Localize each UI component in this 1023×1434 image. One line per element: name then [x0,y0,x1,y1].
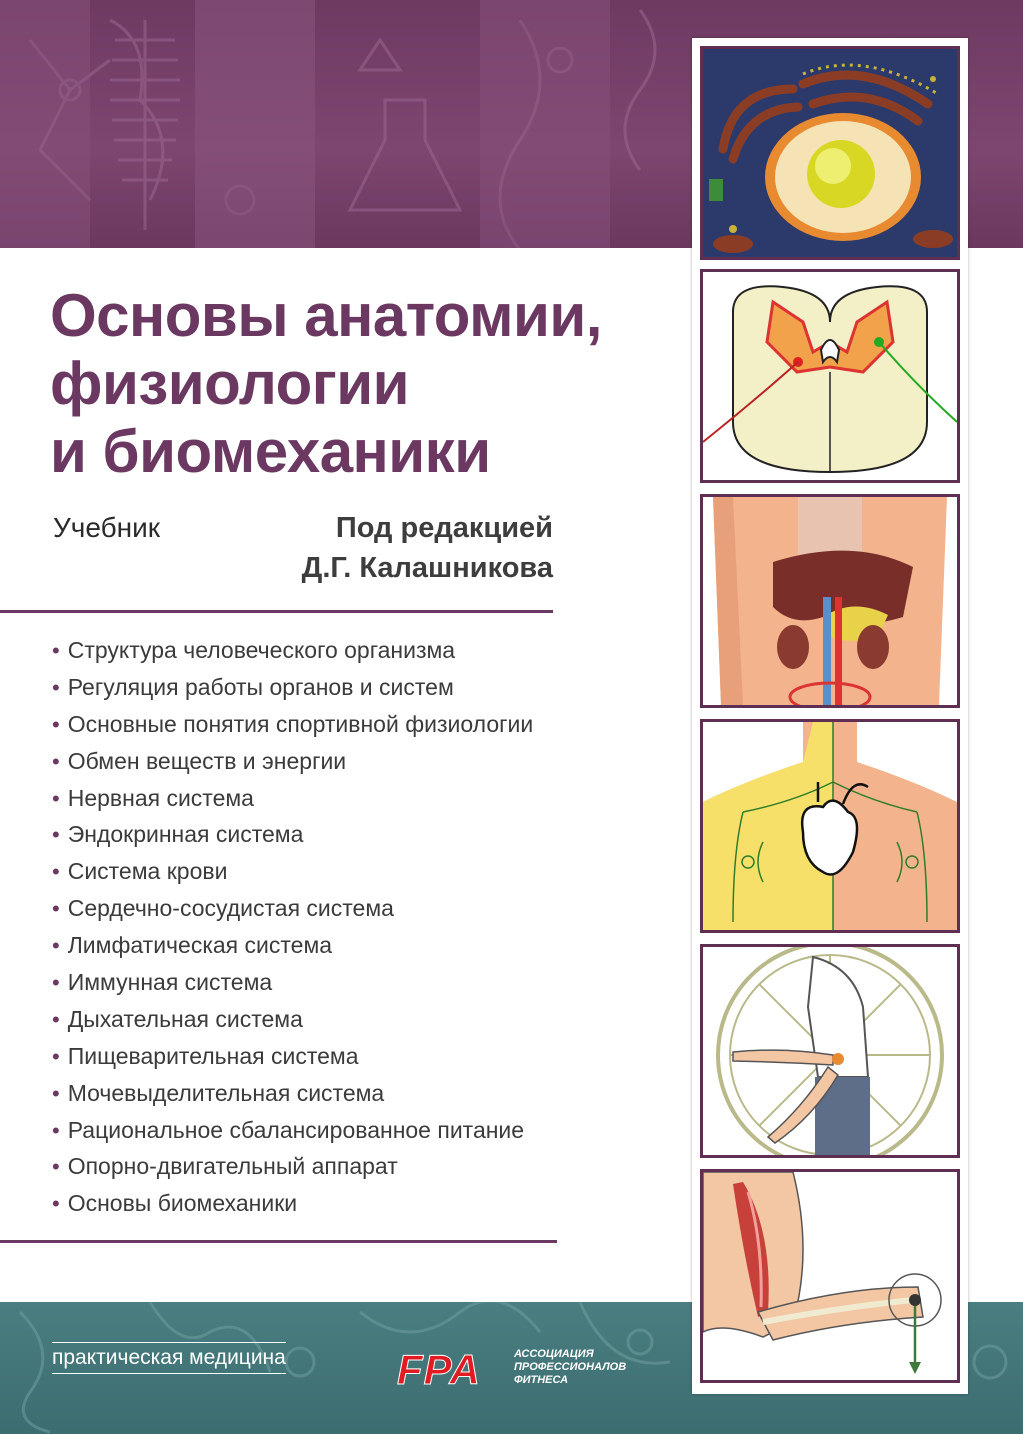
association-name [514,1348,626,1387]
lymphatic-heart-illustration [700,719,960,933]
topics-list [52,633,533,1223]
bullet-icon: • [52,1117,60,1143]
book-title [50,282,690,486]
topic-item [52,670,533,707]
topic-label: Иммунная система [67,969,273,996]
topic-item [52,891,533,928]
heart-icon [703,722,957,930]
cell-icon [703,49,957,257]
abdominal-organs-illustration [700,494,960,708]
topic-label: Регуляция работы органов и систем [67,673,454,700]
association-line-3: ФИТНЕСА [514,1374,569,1386]
topic-label: Опорно-двигательный аппарат [67,1153,398,1180]
topic-item [52,1002,533,1039]
association-line-2: ПРОФЕССИОНАЛОВ [514,1361,627,1373]
bullet-icon: • [52,1043,60,1069]
topic-label: Система крови [67,858,228,885]
topic-item [52,781,533,818]
editor-line-1: Под редакцией [335,512,553,544]
cell-illustration [700,46,960,260]
topic-label: Нервная система [67,784,254,811]
bullet-icon: • [52,1006,60,1032]
editor-name: Д.Г. Калашникова [301,552,553,584]
topic-item [52,928,533,965]
topic-item [52,1076,533,1113]
topic-label: Мочевыделительная система [67,1079,385,1106]
elbow-icon [703,1172,957,1380]
topic-label: Лимфатическая система [67,932,333,959]
bullet-icon: • [52,748,60,774]
topic-label: Обмен веществ и энергии [67,747,347,774]
title-line-3: и биомеханики [50,418,491,485]
topic-item [52,1039,533,1076]
spinal-cord-illustration [700,269,960,483]
spinal-cord-icon [703,272,957,480]
topic-label: Сердечно-сосудистая система [67,895,394,922]
arm-rotation-biomechanics-illustration [700,944,960,1158]
topic-item [52,817,533,854]
topic-label: Дыхательная система [67,1005,303,1032]
editor-credit [302,508,553,588]
publisher-logo: практическая медицина [52,1346,286,1374]
topic-label: Структура человеческого организма [67,637,456,663]
bullet-icon: • [52,1191,60,1217]
bottom-divider [0,1240,557,1243]
topic-item [52,854,533,891]
bullet-icon: • [52,859,60,885]
bullet-icon: • [52,638,60,663]
bullet-icon: • [52,896,60,922]
bullet-icon: • [52,711,60,737]
topic-item [52,744,533,781]
topic-item [52,707,533,744]
topic-label: Основные понятия спортивной физиологии [67,710,534,737]
topic-item [52,1113,533,1150]
book-type-label: Учебник [53,512,161,543]
top-divider [0,610,553,613]
bullet-icon: • [52,674,60,700]
rotation-circle-icon [703,947,957,1155]
topic-label: Рациональное сбалансированное питание [67,1116,525,1143]
topic-label: Пищеварительная система [67,1042,359,1069]
title-line-1: Основы анатомии, [50,282,602,349]
topic-item [52,965,533,1002]
bullet-icon: • [52,970,60,996]
bullet-icon: • [52,1080,60,1106]
organs-icon [703,497,957,705]
topic-item [52,1186,533,1223]
title-line-2: физиологии [50,350,409,417]
bullet-icon: • [52,933,60,959]
topic-label: Эндокринная система [67,821,304,848]
topic-label: Основы биомеханики [67,1190,298,1217]
topic-item [52,633,533,670]
elbow-muscle-lever-illustration [700,1169,960,1383]
bullet-icon: • [52,1154,60,1180]
topic-item [52,1149,533,1186]
association-line-1: АССОЦИАЦИЯ [514,1348,594,1360]
bullet-icon: • [52,785,60,811]
fpa-logo: FPA [397,1346,481,1393]
illustration-column [692,38,968,1394]
bullet-icon: • [52,822,60,848]
